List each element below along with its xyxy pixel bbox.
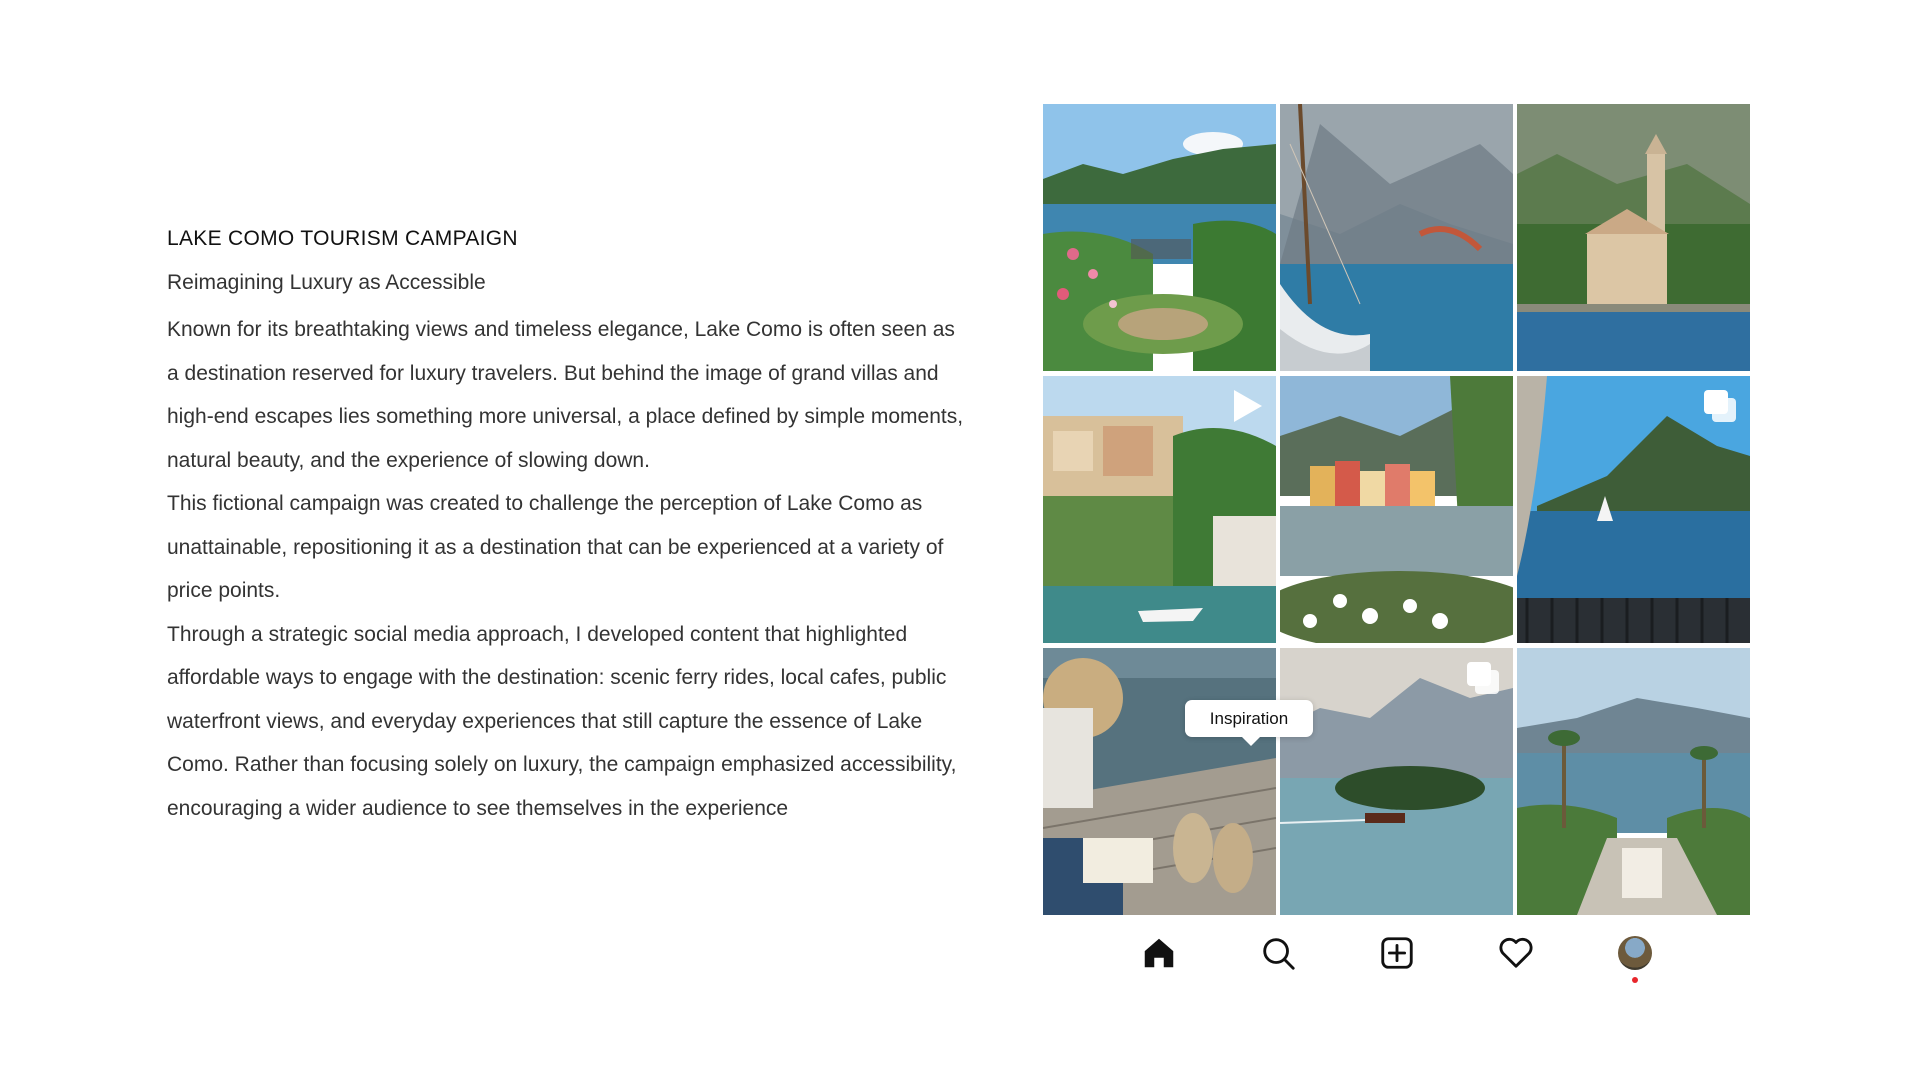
dock-picnic-photo bbox=[1043, 648, 1276, 915]
grid-tile-sailboat-diver[interactable] bbox=[1280, 104, 1513, 371]
nav-profile[interactable] bbox=[1613, 931, 1657, 975]
search-icon bbox=[1259, 934, 1297, 972]
carousel-icon bbox=[1702, 388, 1738, 424]
paragraph-approach: Through a strategic social media approach, I developed content that highlighted affordable ways to engage with the destination: scenic ferry rides, local cafes, public waterfront views, and everyday experiences that still capture the essence of Lake Como. Rather than focusing solely on luxury, the campaign emphasized accessibility, encouraging a wider audience to see themselves in the experience bbox=[167, 622, 957, 820]
villa-garden-lake-photo bbox=[1043, 104, 1276, 371]
grid-tile-balcony-view[interactable] bbox=[1517, 376, 1750, 643]
campaign-description bbox=[167, 221, 967, 830]
grid-tile-village-boat[interactable] bbox=[1043, 376, 1276, 643]
colorful-village-photo bbox=[1280, 376, 1513, 643]
grid-tile-lakeside-wedding[interactable] bbox=[1517, 648, 1750, 915]
notification-dot bbox=[1632, 977, 1638, 983]
grid-tile-villa-garden[interactable] bbox=[1043, 104, 1276, 371]
campaign-subtitle: Reimagining Luxury as Accessible bbox=[167, 271, 486, 294]
nav-activity[interactable] bbox=[1494, 931, 1538, 975]
lakeside-church-photo bbox=[1517, 104, 1750, 371]
home-icon bbox=[1140, 934, 1178, 972]
grid-tile-colorful-village[interactable] bbox=[1280, 376, 1513, 643]
profile-avatar bbox=[1618, 936, 1652, 970]
sailboat-diver-photo bbox=[1280, 104, 1513, 371]
campaign-title: LAKE COMO TOURISM CAMPAIGN bbox=[167, 227, 518, 250]
inspiration-tooltip: Inspiration bbox=[1185, 700, 1313, 737]
create-post-icon bbox=[1378, 934, 1416, 972]
photo-grid bbox=[1043, 104, 1750, 917]
nav-create[interactable] bbox=[1375, 931, 1419, 975]
bottom-nav bbox=[1043, 925, 1750, 981]
grid-tile-lakeside-church[interactable] bbox=[1517, 104, 1750, 371]
carousel-icon bbox=[1465, 660, 1501, 696]
heart-icon bbox=[1497, 934, 1535, 972]
paragraph-intro: Known for its breathtaking views and timeless elegance, Lake Como is often seen as a destination reserved for luxury travelers. But behind the image of grand villas and high-end escapes lies something more universal, a place defined by simple moments, natural beauty, and the experience of slowing down. bbox=[167, 318, 964, 472]
grid-tile-speedboat-island[interactable] bbox=[1280, 648, 1513, 915]
paragraph-purpose: This fictional campaign was created to challenge the perception of Lake Como as unattainable, repositioning it as a destination that can be experienced at a variety of price points. bbox=[167, 492, 944, 602]
grid-tile-dock-picnic[interactable] bbox=[1043, 648, 1276, 915]
nav-home[interactable] bbox=[1137, 931, 1181, 975]
video-play-icon bbox=[1228, 388, 1264, 424]
nav-search[interactable] bbox=[1256, 931, 1300, 975]
lakeside-wedding-photo bbox=[1517, 648, 1750, 915]
